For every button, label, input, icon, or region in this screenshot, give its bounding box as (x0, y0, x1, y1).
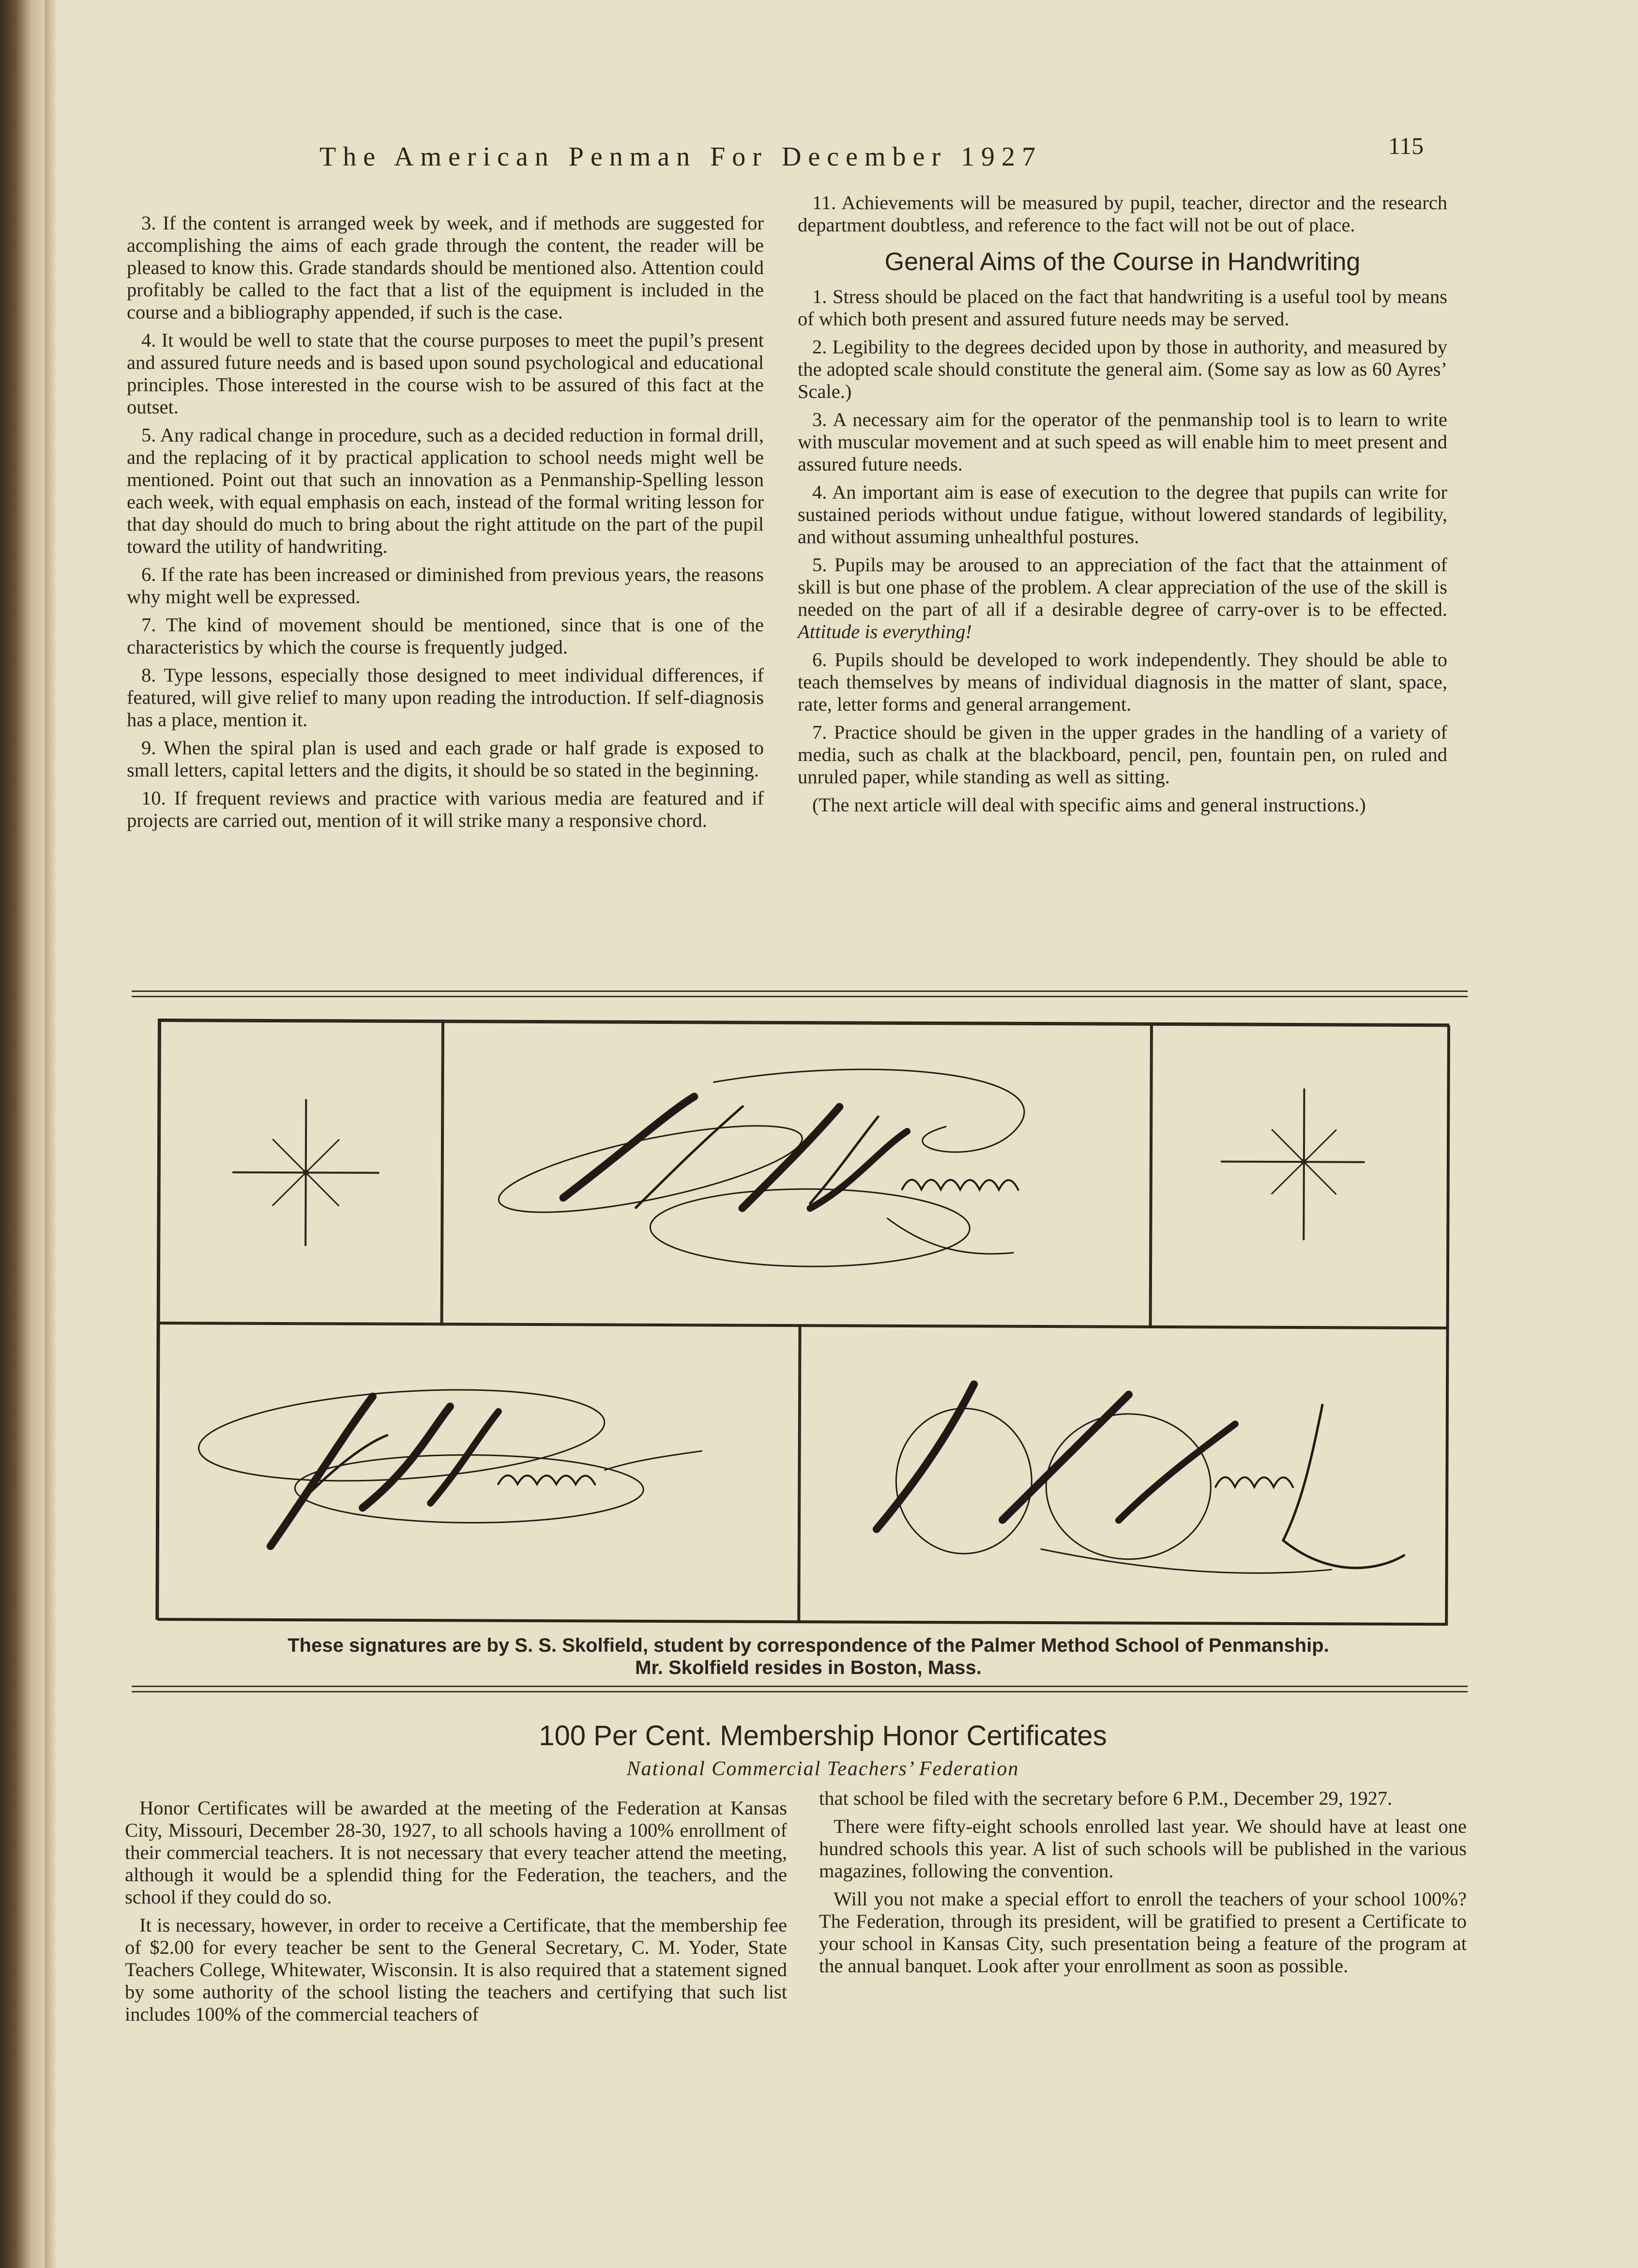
book-binding (0, 0, 45, 2268)
star-ornament-icon (160, 1022, 443, 1324)
article-title: 100 Per Cent. Membership Honor Certificates (539, 1720, 1107, 1751)
signature-specimen-frame (155, 1019, 1449, 1625)
paragraph: Will you not make a special effort to enroll the teachers of your school 100%? The Federation, through its president, will be gratified to present a Certificate to your school in Kansas City, such presentation being a feature of the program at the annual banquet. Look after your enrollment as soon as possible. (819, 1888, 1467, 1977)
star-ornament-icon (1151, 1026, 1449, 1328)
signature-panel-bannay (157, 1322, 801, 1623)
caption-line: Mr. Skolfield resides in Boston, Mass. (635, 1657, 982, 1678)
running-head: The American Penman For December 1927 (319, 142, 1043, 172)
paragraph: There were fifty-eight schools enrolled last year. We should have at least one hundred schools this year. A list of such schools will be published in the various magazines, following the convention. (819, 1815, 1467, 1882)
paragraph: 11. Achievements will be measured by pupil, teacher, director and the research department doubtless, and reference to the fact will not be out of place. (798, 192, 1447, 236)
aim-item: 7. Practice should be given in the upper grades in the handling of a variety of media, such as chalk at the blackboard, pencil, pen, fountain pen, on ruled and unruled paper, while standing as well as sitting. (798, 721, 1447, 788)
double-rule-divider (132, 990, 1468, 997)
paragraph: 7. The kind of movement should be mentioned, since that is one of the characteristics by which the course is frequently judged. (127, 614, 764, 658)
paragraph: 10. If frequent reviews and practice with various media are featured and if projects are carried out, mention of it will strike many a responsive chord. (127, 787, 764, 831)
signature-bannay (159, 1323, 800, 1622)
paragraph: 6. If the rate has been increased or diminished from previous years, the reasons why might well be expressed. (127, 563, 764, 608)
section-heading: General Aims of the Course in Handwriting (884, 248, 1361, 276)
left-column-upper (127, 212, 764, 837)
aim-item: 4. An important aim is ease of execution to the degree that pupils can write for sustained periods without undue fatigue, without lowered standards of legibility, and without assuming unhealthful postures. (798, 481, 1447, 548)
aim-item: 3. A necessary aim for the operator of the penmanship tool is to learn to write with muscular movement and at such speed as will enable him to meet present and assured future needs. (798, 409, 1447, 475)
paragraph: 3. If the content is arranged week by week, and if methods are suggested for accomplishing the aims of each grade through the content, the reader will be pleased to know this. Grade standards should be mentioned also. Attention could profitably be called to the fact that a list of the equipment is included in the course and a bibliography appended, if such is the case. (127, 212, 764, 323)
aim-item: 6. Pupils should be developed to work independently. They should be able to teach themselves by means of individual diagnosis in the matter of slant, space, rate, letter forms and general arrangement. (798, 649, 1447, 715)
ornament-panel-left (159, 1020, 444, 1325)
aim-item: 1. Stress should be placed on the fact that handwriting is a useful tool by means of which both present and assured future needs may be served. (798, 286, 1447, 330)
right-column-upper (798, 192, 1447, 822)
signature-panel-hallach (797, 1324, 1449, 1626)
closing-note: (The next article will deal with specific aims and general instructions.) (812, 794, 1366, 816)
paragraph: 4. It would be well to state that the course purposes to meet the pupil’s present and assured future needs and is based upon sound psychological and educational principles. Those interested in the course wish to be assured of this fact at the outset. (127, 329, 764, 418)
paragraph: 5. Any radical change in procedure, such as a decided reduction in formal drill, and the replacing of it by practical application to school needs might well be mentioned. Point out that such an innovation as a Penmanship-Spelling lesson each week, with equal emphasis on each, instead of the formal writing lesson for that day should do much to bring about the right attitude on the part of the pupil toward the utility of handwriting. (127, 424, 764, 557)
aim-item-text: 5. Pupils may be aroused to an appreciation of the fact that the attainment of skill is but one phase of the problem. A clear appreciation of the use of the skill is needed on the part of all if a desirable degree of carry-over is to be effected. (798, 554, 1447, 620)
page-gutter (45, 0, 57, 2268)
double-rule-divider (132, 1686, 1468, 1692)
paragraph: 8. Type lessons, especially those designed to meet individual differences, if featured, will give relief to many upon reading the introduction. If self-diagnosis has a place, mention it. (127, 664, 764, 731)
article-subtitle: National Commercial Teachers’ Federation (626, 1758, 1019, 1780)
signature-caption (155, 1634, 1462, 1679)
article-left-column (125, 1797, 787, 2031)
aim-item (798, 554, 1447, 643)
signature-fancher (442, 1023, 1152, 1327)
page-number: 115 (1388, 132, 1424, 159)
paragraph: Honor Certificates will be awarded at the meeting of the Federation at Kansas City, Missouri, December 28-30, 1927, to all schools having a 100% enrollment of their commercial teachers. It is not necessary that every teacher attend the meeting, although it would be a splendid thing for the Federation, the teachers, and the school if they could do so. (125, 1797, 787, 1908)
signature-panel-fancher (440, 1021, 1153, 1328)
paragraph: that school be filed with the secretary before 6 P.M., December 29, 1927. (819, 1787, 1393, 1809)
paragraph: It is necessary, however, in order to receive a Certificate, that the membership fee of $2.00 for every teacher be sent to the General Secretary, C. M. Yoder, State Teachers College, Whitewater, Wisconsin. It is also required that a statement signed by some authority of the school listing the teachers and certifying that such list includes 100% of the commercial teachers of (125, 1914, 787, 2025)
ornament-panel-right (1149, 1024, 1450, 1329)
caption-line: These signatures are by S. S. Skolfield, student by correspondence of the Palmer Method School of Penmanship. (288, 1635, 1329, 1656)
aim-item: 2. Legibility to the degrees decided upon by those in authority, and measured by the adopted scale should constitute the general aim. (Some say as low as 60 Ayres’ Scale.) (798, 336, 1447, 402)
signature-hallach (799, 1325, 1447, 1624)
article-right-column (819, 1787, 1467, 1983)
paragraph: 9. When the spiral plan is used and each grade or half grade is exposed to small letters, capital letters and the digits, it should be so stated in the beginning. (127, 737, 764, 781)
emphasis-text: Attitude is everything! (798, 621, 972, 642)
